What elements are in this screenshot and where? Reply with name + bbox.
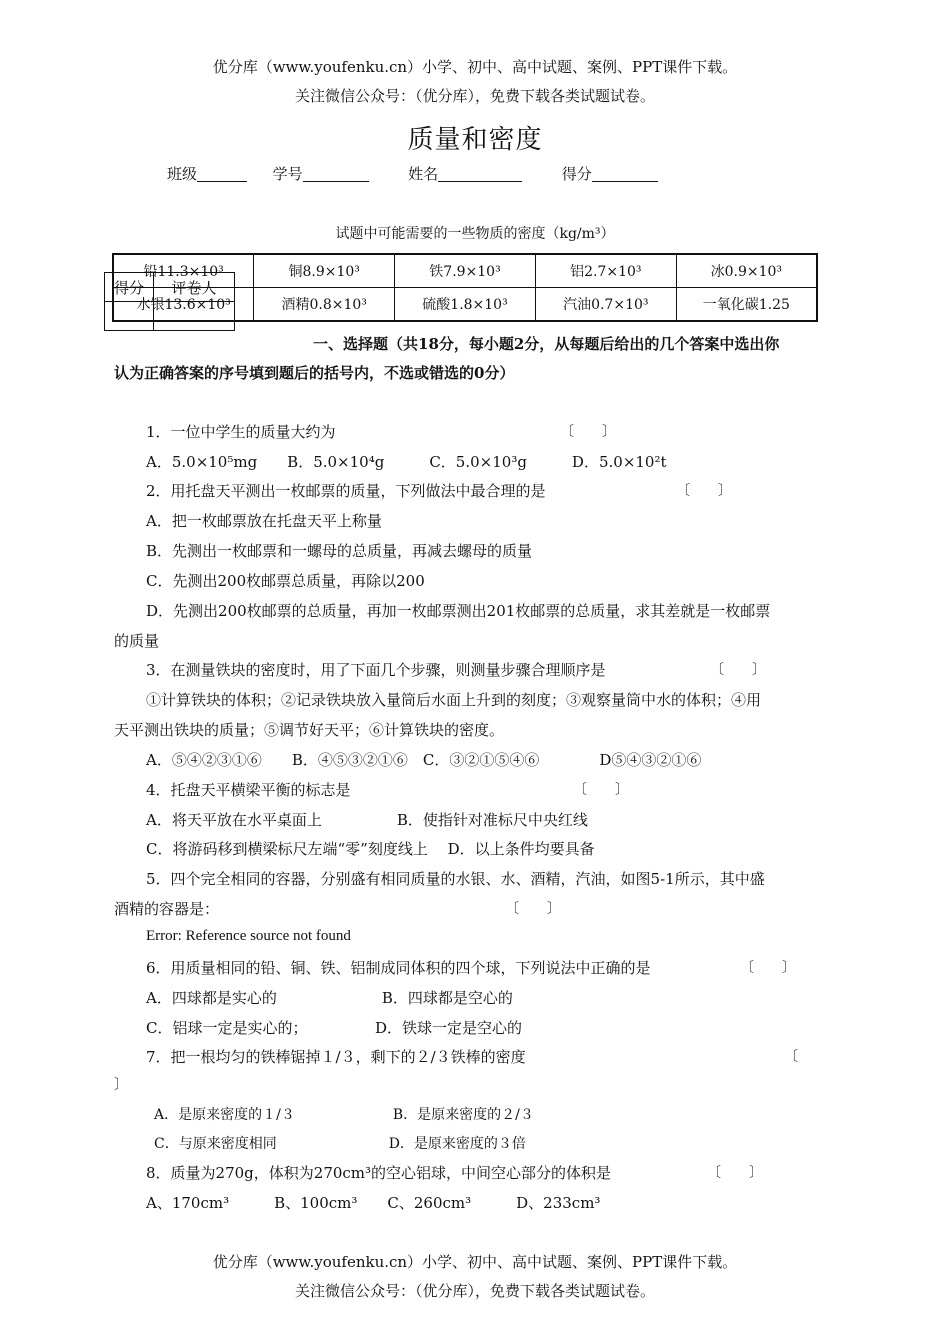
q3-answer-paren[interactable]: 〔 〕 — [710, 662, 766, 678]
q7-options-cd: C．与原来密度相同 D．是原来密度的３倍 — [154, 1136, 526, 1152]
q4-options-cd: C．将游码移到横梁标尺左端“零”刻度线上 D．以上条件均要具备 — [146, 840, 595, 858]
q8-answer-paren[interactable]: 〔 〕 — [707, 1165, 763, 1181]
class-label: 班级 — [167, 165, 198, 183]
class-blank — [197, 165, 247, 182]
q5-stem-line1: 5．四个完全相同的容器，分别盛有相同质量的水银、水、酒精，汽油，如图5-1所示，其中盛 — [146, 870, 765, 888]
score-box-score-value[interactable] — [105, 302, 154, 331]
q6-options-cd: C．铝球一定是实心的； D．铁球一定是空心的 — [146, 1019, 523, 1037]
score-box — [104, 272, 235, 331]
table-cell: 水银13.6×10³ — [113, 288, 254, 322]
number-label: 学号 — [272, 165, 303, 183]
q7-options-ab: A．是原来密度的１/３ B．是原来密度的２/３ — [154, 1107, 534, 1123]
footer-line-1: 优分库（www.youfenku.cn）小学、初中、高中试题、案例、PPT课件下载。 — [212, 1253, 738, 1271]
table-cell: 一氧化碳1.25 — [676, 288, 817, 322]
q2-option-b: B．先测出一枚邮票和一螺母的总质量，再减去螺母的质量 — [146, 542, 533, 560]
q2-option-d-line2: 的质量 — [114, 632, 160, 650]
q6-options-ab: A．四球都是实心的 B．四球都是空心的 — [146, 989, 513, 1007]
number-blank — [303, 165, 369, 182]
score-blank — [592, 165, 658, 182]
section1-heading-line2: 认为正确答案的序号填到题后的括号内，不选或错选的0分） — [114, 364, 515, 382]
table-cell: 硫酸1.8×10³ — [395, 288, 536, 322]
q5-figure-error: Error: Reference source not found — [146, 928, 351, 944]
page-title: 质量和密度 — [407, 125, 543, 155]
score-label: 得分 — [561, 165, 592, 183]
q4-options-ab: A．将天平放在水平桌面上 B．使指针对准标尺中央红线 — [146, 811, 588, 829]
q2-option-c: C．先测出200枚邮票总质量，再除以200 — [146, 572, 425, 590]
q6-answer-paren[interactable]: 〔 〕 — [740, 960, 796, 976]
q2-answer-paren[interactable]: 〔 〕 — [676, 483, 732, 499]
density-table-caption: 试题中可能需要的一些物质的密度（kg/m³） — [335, 226, 615, 242]
q7-answer-paren-close: 〕 — [114, 1077, 128, 1093]
footer-line-2: 关注微信公众号：（优分库），免费下载各类试题试卷。 — [294, 1282, 655, 1300]
table-cell: 冰0.9×10³ — [676, 254, 817, 288]
table-cell: 酒精0.8×10³ — [254, 288, 395, 322]
score-box-grader-value[interactable] — [154, 302, 235, 331]
student-info — [167, 163, 658, 184]
name-label: 姓名 — [408, 165, 439, 183]
q3-stem: 3．在测量铁块的密度时，用了下面几个步骤，则测量步骤合理顺序是 — [146, 661, 606, 679]
name-blank — [438, 165, 522, 182]
q1-options: A．5.0×10⁵mg B．5.0×10⁴g C．5.0×10³g D．5.0×10²t — [146, 453, 667, 471]
q7-answer-paren-open[interactable]: 〔 — [784, 1049, 798, 1065]
q8-stem: 8．质量为270g，体积为270cm³的空心铝球，中间空心部分的体积是 — [146, 1164, 612, 1182]
table-cell: 铝2.7×10³ — [535, 254, 676, 288]
score-box-score: 得分 — [105, 273, 154, 302]
q7-stem: 7．把一根均匀的铁棒锯掉１/３，剩下的２/３铁棒的密度 — [146, 1048, 526, 1066]
q5-stem-line2: 酒精的容器是： — [114, 900, 220, 918]
q5-answer-paren[interactable]: 〔 〕 — [505, 901, 561, 917]
header-line-1: 优分库（www.youfenku.cn）小学、初中、高中试题、案例、PPT课件下载。 — [212, 58, 738, 76]
header-line-2: 关注微信公众号：（优分库），免费下载各类试题试卷。 — [294, 87, 655, 105]
table-cell: 铜8.9×10³ — [254, 254, 395, 288]
q4-stem: 4．托盘天平横梁平衡的标志是 — [146, 781, 351, 799]
q1-stem: 1．一位中学生的质量大约为 — [146, 423, 336, 441]
q2-option-d-line1: D．先测出200枚邮票的总质量，再加一枚邮票测出201枚邮票的总质量，求其差就是一枚邮票 — [146, 602, 771, 620]
table-cell: 铁7.9×10³ — [395, 254, 536, 288]
q3-steps-line1: ①计算铁块的体积；②记录铁块放入量筒后水面上升到的刻度；③观察量筒中水的体积；④用 — [146, 691, 762, 709]
q3-options: A．⑤④②③①⑥ B．④⑤③②①⑥ C．③②①⑤④⑥ D⑤④③②①⑥ — [146, 751, 702, 769]
q2-option-a: A．把一枚邮票放在托盘天平上称量 — [146, 512, 382, 530]
q8-options: A、170cm³ B、100cm³ C、260cm³ D、233cm³ — [146, 1194, 601, 1212]
q2-stem: 2．用托盘天平测出一枚邮票的质量，下列做法中最合理的是 — [146, 482, 546, 500]
score-box-grader: 评卷人 — [154, 273, 235, 302]
q4-answer-paren[interactable]: 〔 〕 — [573, 782, 629, 798]
section1-heading-line1: 一、选择题（共18分，每小题2分，从每题后给出的几个答案中选出你 — [313, 335, 780, 353]
table-cell: 汽油0.7×10³ — [535, 288, 676, 322]
q6-stem: 6．用质量相同的铅、铜、铁、铝制成同体积的四个球，下列说法中正确的是 — [146, 959, 651, 977]
q1-answer-paren[interactable]: 〔 〕 — [560, 424, 616, 440]
q3-steps-line2: 天平测出铁块的质量；⑤调节好天平；⑥计算铁块的密度。 — [114, 721, 505, 739]
table-cell: 铅11.3×10³ — [113, 254, 254, 288]
